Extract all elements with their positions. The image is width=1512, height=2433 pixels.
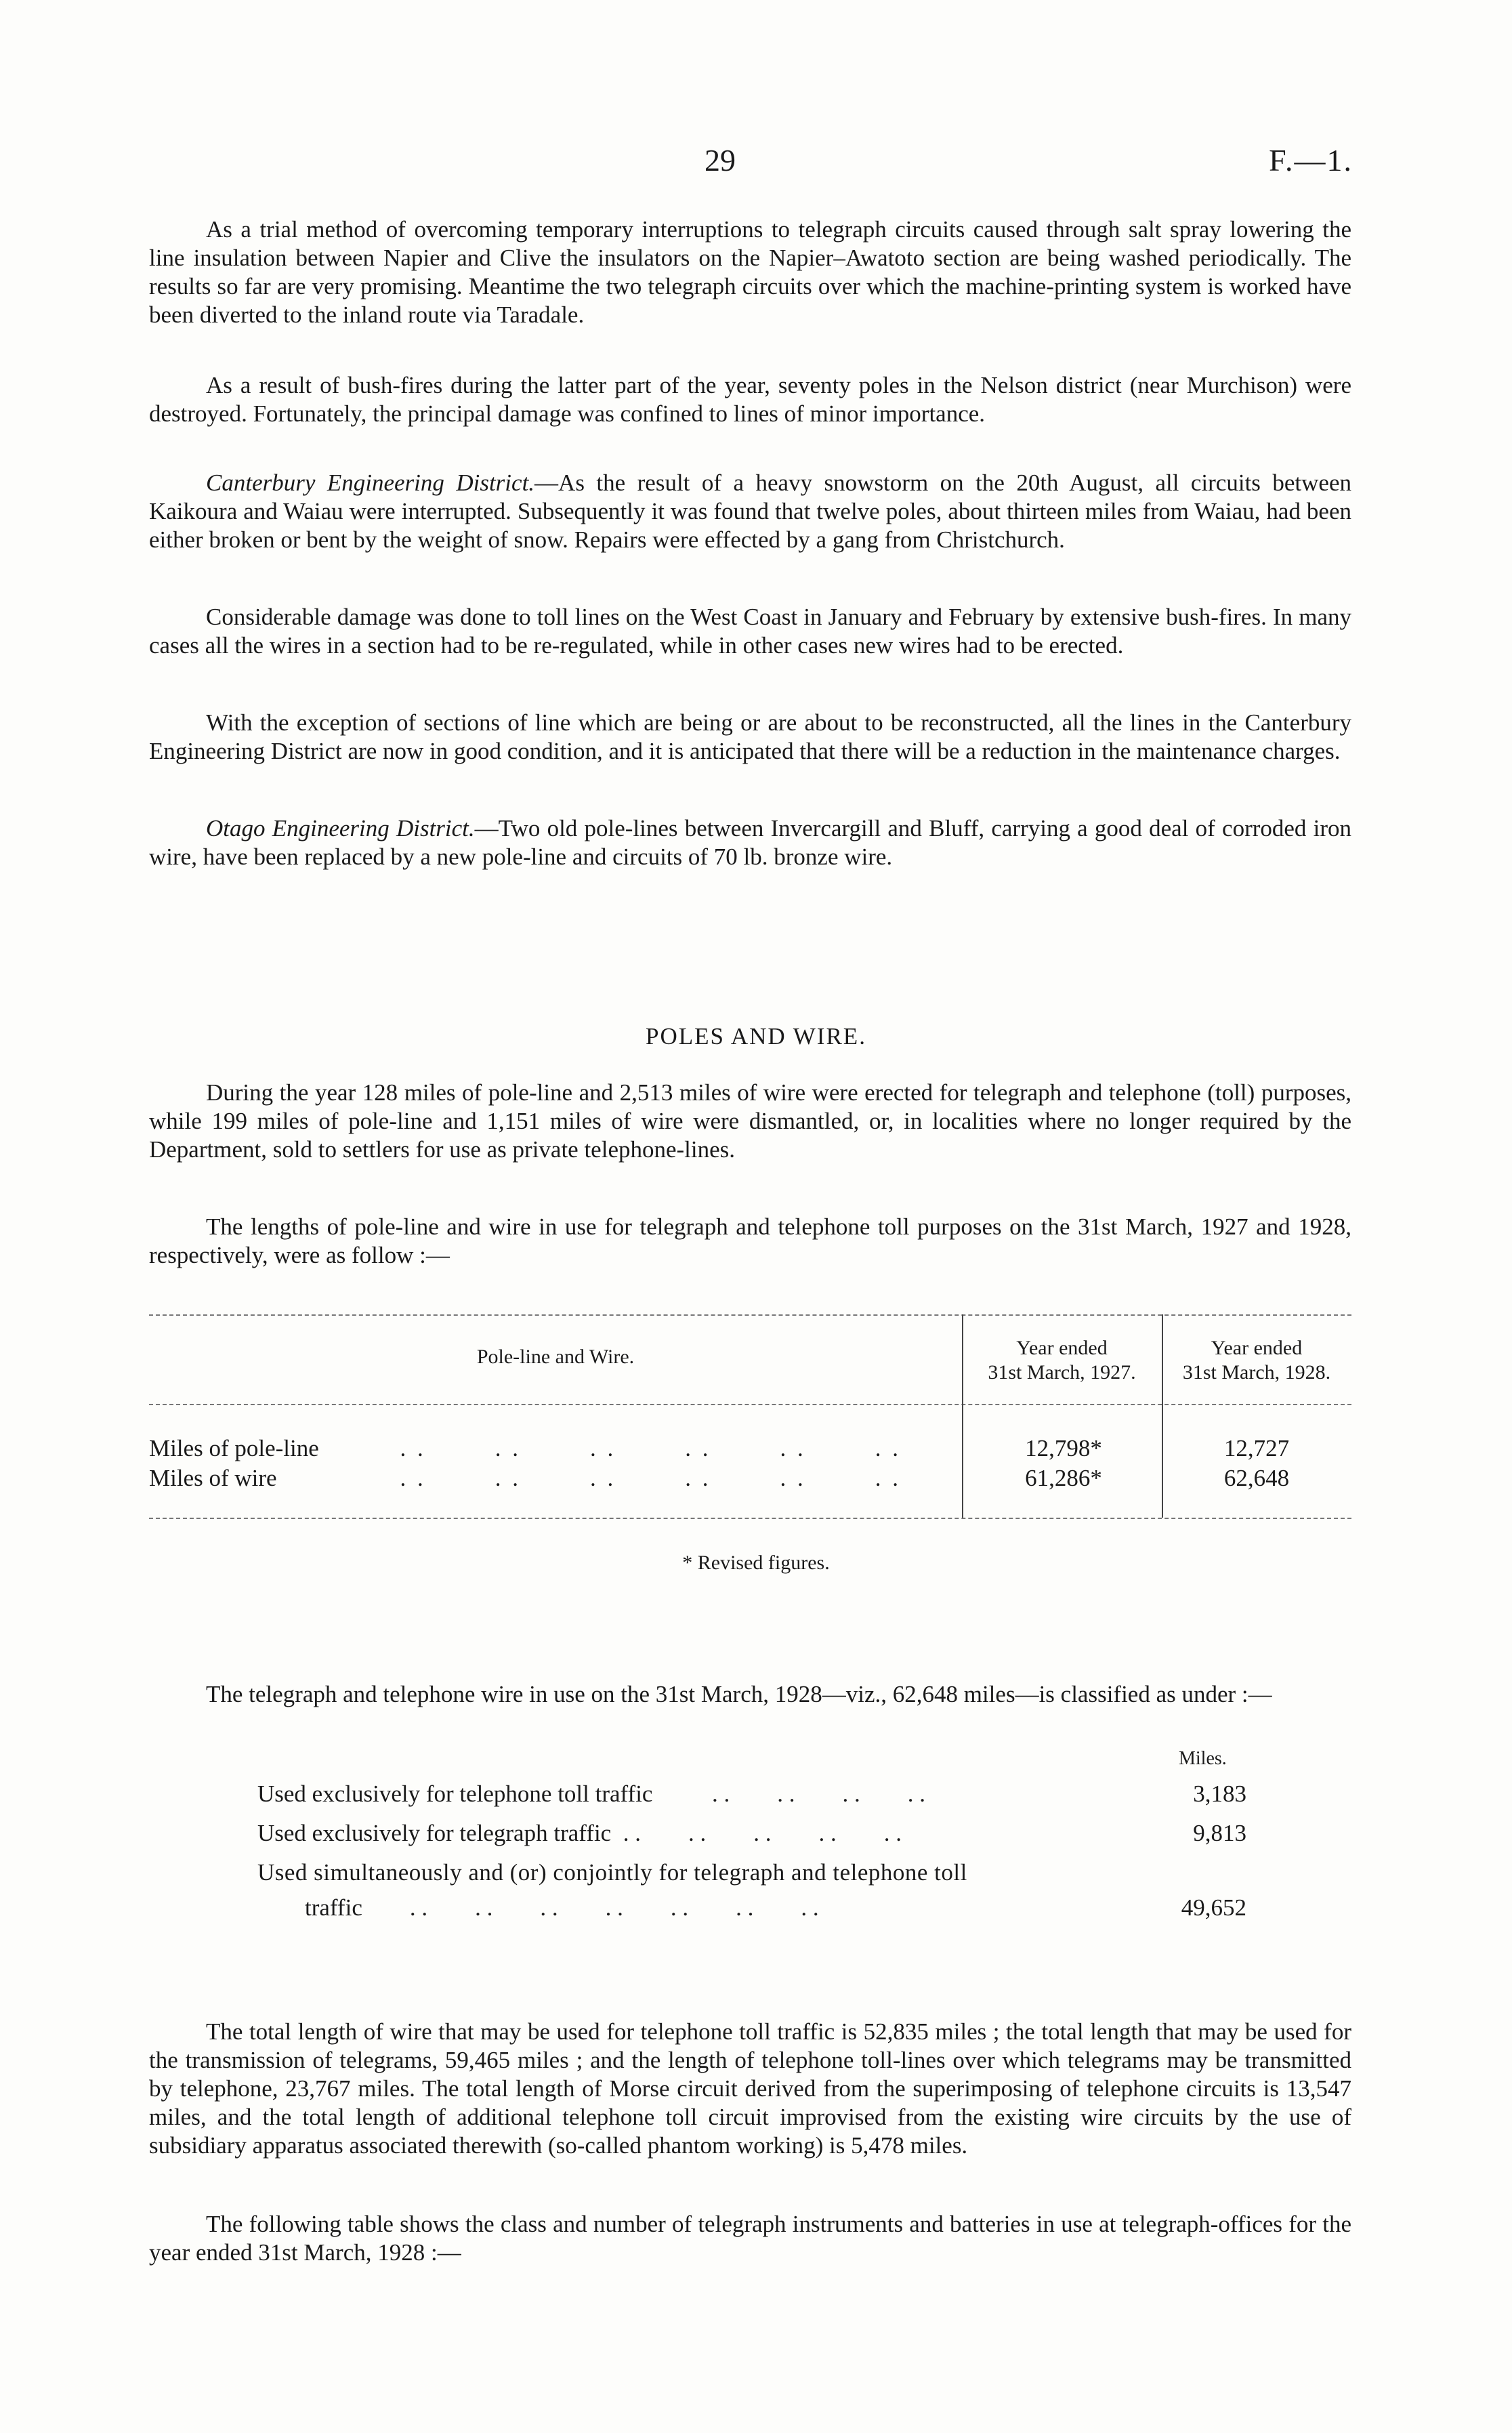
dot-leaders: . . . . . . . . . . . . xyxy=(383,1465,901,1491)
dot-leaders: . . . . . . . . . . . . xyxy=(383,1435,901,1461)
miles-unit-header: Miles. xyxy=(1179,1748,1227,1769)
classification-value: 3,183 xyxy=(1193,1781,1246,1807)
dot-leaders: . . . . . . . . xyxy=(652,1781,925,1807)
row-label-wire: Miles of wire xyxy=(149,1465,277,1491)
paragraph-classification-intro: The telegraph and telephone wire in use on the 31st March, 1928—viz., 62,648 miles—is classified as under :— xyxy=(206,1681,1272,1707)
pole-wire-table xyxy=(149,1314,1351,1533)
column-header-1927: Year ended 31st March, 1927. xyxy=(988,1337,1136,1384)
section-heading: POLES AND WIRE. xyxy=(646,1023,866,1049)
value-pole-line-1927: 12,798* xyxy=(1025,1435,1102,1461)
district-title: Otago Engineering District. xyxy=(206,815,475,841)
paragraph-poles-erected: During the year 128 miles of pole-line and 2,513 miles of wire were erected for telegraph and telephone (toll) purposes, while 199 miles of pole-line and 1,151 miles of wire were dismantled, or, in localities where no longer required by the Department, sold to settlers for use as private telephone-lines. xyxy=(149,1079,1351,1163)
table-footnote: * Revised figures. xyxy=(682,1552,830,1574)
classification-item: Used simultaneously and (or) conjointly for telegraph and telephone toll xyxy=(257,1859,967,1886)
paragraph-nelson-bushfires: As a result of bush-fires during the latter part of the year, seventy poles in the Nelson district (near Murchison) were destroyed. Fortunately, the principal damage was confined to lines of minor importance. xyxy=(149,372,1351,427)
document-reference: F.—1. xyxy=(1269,143,1353,178)
value-pole-line-1928: 12,727 xyxy=(1223,1435,1290,1461)
classification-item-continued: traffic . . . . . . . . . . . . . . xyxy=(305,1894,819,1921)
paragraph-canterbury-condition: With the exception of sections of line which are being or are about to be reconstructed, all the lines in the Canterbury Engineering District are now in good condition, and it is anticipated that there will be a reduction in the maintenance charges. xyxy=(149,709,1351,764)
value-wire-1928: 62,648 xyxy=(1223,1465,1290,1491)
paragraph-napier-insulators: As a trial method of overcoming temporary interruptions to telegraph circuits caused through salt spray lowering the line insulation between Napier and Clive the insulators on the Napier–Awatoto section are being washed periodically. The results so far are very promising. Meantime the two telegraph circuits over which the machine-printing system is worked have been diverted to the inland route via Taradale. xyxy=(149,216,1351,328)
paragraph-instruments-intro: The following table shows the class and number of telegraph instruments and batteries in use at telegraph-offices for the year ended 31st March, 1928 :— xyxy=(149,2211,1351,2266)
classification-value: 49,652 xyxy=(1181,1894,1246,1921)
column-header-label: Pole-line and Wire. xyxy=(476,1346,635,1368)
dot-leaders: . . . . . . . . . . . . . . xyxy=(362,1894,819,1921)
paragraph-lengths-intro: The lengths of pole-line and wire in use for telegraph and telephone toll purposes on the 31st March, 1927 and 1928, respectively, were as follow :— xyxy=(149,1213,1351,1268)
paragraph-total-lengths: The total length of wire that may be used for telephone toll traffic is 52,835 miles ; the total length that may be used for the transmission of telegrams, 59,465 miles ; and the length of telephone toll-lines over which telegrams may be transmitted by telephone, 23,767 miles. The total length of Morse circuit derived from the superimposing of telephone circuits is 13,547 miles, and the total length of additional telephone toll circuit improvised from the existing wire circuits by the use of subsidiary apparatus associated therewith (so-called phantom working) is 5,478 miles. xyxy=(149,2018,1351,2159)
district-title: Canterbury Engineering District. xyxy=(206,470,535,496)
paragraph-west-coast-damage: Considerable damage was done to toll lines on the West Coast in January and February by extensive bush-fires. In many cases all the wires in a section had to be re-regulated, while in other cases new wires had to be erected. xyxy=(149,604,1351,659)
paragraph-otago-district: Otago Engineering District.—Two old pole-lines between Invercargill and Bluff, carrying a good deal of corroded iron wire, have been replaced by a new pole-line and circuits of 70 lb. bronze wire. xyxy=(149,815,1352,870)
page-number: 29 xyxy=(705,143,736,178)
classification-value: 9,813 xyxy=(1193,1820,1246,1846)
table-bottom-rule xyxy=(149,1518,1351,1519)
column-header-1928: Year ended 31st March, 1928. xyxy=(1182,1337,1331,1384)
paragraph-canterbury-snowstorm: Canterbury Engineering District.—As the result of a heavy snowstorm on the 20th August, all circuits between Kaikoura and Waiau were interrupted. Subsequently it was found that twelve poles, about thirteen miles from Waiau, had been either broken or bent by the weight of snow. Repairs were effected by a gang from Christchurch. xyxy=(149,470,1351,553)
table-header-rule xyxy=(149,1404,1351,1405)
classification-item: Used exclusively for telephone toll traffic . . . . . . . . xyxy=(257,1781,925,1807)
table-top-rule xyxy=(149,1314,1351,1316)
row-label-pole-line: Miles of pole-line xyxy=(149,1435,319,1461)
value-wire-1927: 61,286* xyxy=(1025,1465,1102,1491)
dot-leaders: . . . . . . . . . . xyxy=(611,1820,902,1846)
classification-item: Used exclusively for telegraph traffic . . . . . . . . . . xyxy=(257,1820,902,1846)
